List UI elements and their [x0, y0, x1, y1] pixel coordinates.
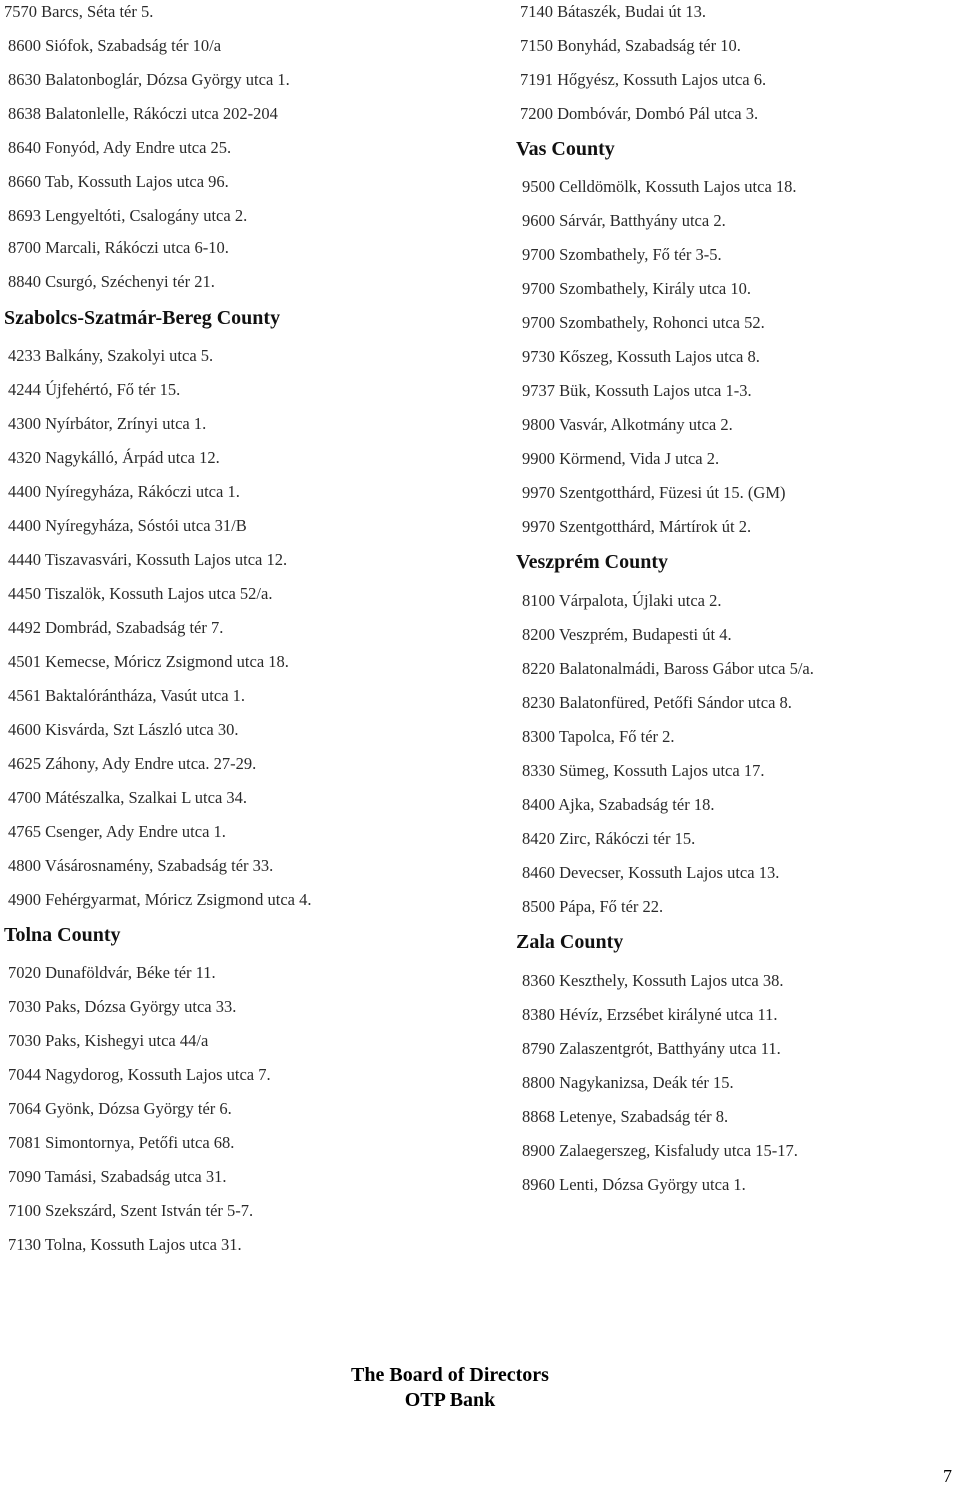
county-heading-veszprem: Veszprém County: [516, 551, 669, 573]
signature-line-bank: OTP Bank: [404, 1389, 496, 1411]
address-entry: 4440 Tiszavasvári, Kossuth Lajos utca 12.: [8, 550, 288, 569]
address-entry: 4625 Záhony, Ady Endre utca. 27-29.: [8, 754, 257, 773]
address-entry: 8420 Zirc, Rákóczi tér 15.: [522, 829, 696, 848]
address-entry: 4765 Csenger, Ady Endre utca 1.: [8, 822, 226, 841]
address-entry: 8500 Pápa, Fő tér 22.: [522, 897, 664, 916]
address-entry: 8330 Sümeg, Kossuth Lajos utca 17.: [522, 761, 765, 780]
address-entry: 7200 Dombóvár, Dombó Pál utca 3.: [520, 104, 759, 123]
address-entry: 8600 Siófok, Szabadság tér 10/a: [8, 36, 222, 55]
signature-line-board: The Board of Directors: [351, 1364, 549, 1386]
address-entry: 7100 Szekszárd, Szent István tér 5-7.: [8, 1201, 254, 1220]
address-entry: 7030 Paks, Dózsa György utca 33.: [8, 997, 237, 1016]
address-entry: 7570 Barcs, Séta tér 5.: [4, 2, 154, 21]
address-entry: 7191 Hőgyész, Kossuth Lajos utca 6.: [520, 70, 767, 89]
address-entry: 4244 Újfehértó, Fő tér 15.: [8, 380, 181, 399]
address-entry: 4700 Mátészalka, Szalkai L utca 34.: [8, 788, 248, 807]
address-entry: 9970 Szentgotthárd, Mártírok út 2.: [522, 517, 752, 536]
address-entry: 9600 Sárvár, Batthyány utca 2.: [522, 211, 726, 230]
address-entry: 7081 Simontornya, Petőfi utca 68.: [8, 1133, 235, 1152]
address-entry: 4450 Tiszalök, Kossuth Lajos utca 52/a.: [8, 584, 273, 603]
address-entry: 8700 Marcali, Rákóczi utca 6-10.: [8, 238, 229, 257]
address-entry: 9700 Szombathely, Király utca 10.: [522, 279, 751, 298]
address-entry: 8800 Nagykanizsa, Deák tér 15.: [522, 1073, 734, 1092]
address-entry: 4300 Nyírbátor, Zrínyi utca 1.: [8, 414, 207, 433]
address-entry: 7044 Nagydorog, Kossuth Lajos utca 7.: [8, 1065, 271, 1084]
address-entry: 8638 Balatonlelle, Rákóczi utca 202-204: [8, 104, 278, 123]
address-entry: 7130 Tolna, Kossuth Lajos utca 31.: [8, 1235, 242, 1254]
address-entry: 8200 Veszprém, Budapesti út 4.: [522, 625, 732, 644]
address-entry: 4501 Kemecse, Móricz Zsigmond utca 18.: [8, 652, 289, 671]
address-entry: 9737 Bük, Kossuth Lajos utca 1-3.: [522, 381, 752, 400]
address-entry: 9500 Celldömölk, Kossuth Lajos utca 18.: [522, 177, 797, 196]
address-entry: 8840 Csurgó, Széchenyi tér 21.: [8, 272, 215, 291]
page-number: 7: [943, 1466, 952, 1486]
address-entry: 9730 Kőszeg, Kossuth Lajos utca 8.: [522, 347, 760, 366]
address-entry: 4320 Nagykálló, Árpád utca 12.: [8, 448, 220, 467]
address-entry: 4900 Fehérgyarmat, Móricz Zsigmond utca 4.: [8, 890, 312, 909]
address-entry: 7140 Bátaszék, Budai út 13.: [520, 2, 707, 21]
address-entry: 7030 Paks, Kishegyi utca 44/a: [8, 1031, 209, 1050]
address-entry: 4400 Nyíregyháza, Sóstói utca 31/B: [8, 516, 247, 535]
address-entry: 4600 Kisvárda, Szt László utca 30.: [8, 720, 239, 739]
county-heading-tolna: Tolna County: [4, 924, 121, 946]
address-entry: 8960 Lenti, Dózsa György utca 1.: [522, 1175, 746, 1194]
address-entry: 8100 Várpalota, Újlaki utca 2.: [522, 591, 722, 610]
address-entry: 8230 Balatonfüred, Petőfi Sándor utca 8.: [522, 693, 792, 712]
address-entry: 7090 Tamási, Szabadság utca 31.: [8, 1167, 227, 1186]
address-entry: 8640 Fonyód, Ady Endre utca 25.: [8, 138, 232, 157]
address-entry: 4800 Vásárosnamény, Szabadság tér 33.: [8, 856, 274, 875]
address-entry: 8868 Letenye, Szabadság tér 8.: [522, 1107, 729, 1126]
address-entry: 4492 Dombrád, Szabadság tér 7.: [8, 618, 224, 637]
address-entry: 8380 Hévíz, Erzsébet királyné utca 11.: [522, 1005, 778, 1024]
address-entry: 9970 Szentgotthárd, Füzesi út 15. (GM): [522, 483, 786, 502]
county-heading-szabolcs: Szabolcs-Szatmár-Bereg County: [4, 307, 281, 329]
county-heading-vas: Vas County: [516, 138, 615, 160]
address-entry: 8900 Zalaegerszeg, Kisfaludy utca 15-17.: [522, 1141, 798, 1160]
address-entry: 4400 Nyíregyháza, Rákóczi utca 1.: [8, 482, 240, 501]
address-entry: 4561 Baktalórántháza, Vasút utca 1.: [8, 686, 246, 705]
address-entry: 9700 Szombathely, Rohonci utca 52.: [522, 313, 765, 332]
address-entry: 8693 Lengyeltóti, Csalogány utca 2.: [8, 206, 248, 225]
county-heading-zala: Zala County: [516, 931, 624, 953]
address-entry: 7150 Bonyhád, Szabadság tér 10.: [520, 36, 741, 55]
address-entry: 9900 Körmend, Vida J utca 2.: [522, 449, 720, 468]
address-entry: 9700 Szombathely, Fő tér 3-5.: [522, 245, 722, 264]
address-entry: 8460 Devecser, Kossuth Lajos utca 13.: [522, 863, 780, 882]
address-entry: 8630 Balatonboglár, Dózsa György utca 1.: [8, 70, 290, 89]
address-entry: 8400 Ajka, Szabadság tér 18.: [522, 795, 715, 814]
address-entry: 8300 Tapolca, Fő tér 2.: [522, 727, 675, 746]
address-entry: 9800 Vasvár, Alkotmány utca 2.: [522, 415, 733, 434]
address-entry: 8360 Keszthely, Kossuth Lajos utca 38.: [522, 971, 784, 990]
address-entry: 4233 Balkány, Szakolyi utca 5.: [8, 346, 214, 365]
address-entry: 8660 Tab, Kossuth Lajos utca 96.: [8, 172, 229, 191]
address-entry: 8790 Zalaszentgrót, Batthyány utca 11.: [522, 1039, 781, 1058]
address-entry: 7064 Gyönk, Dózsa György tér 6.: [8, 1099, 232, 1118]
address-entry: 8220 Balatonalmádi, Baross Gábor utca 5/a.: [522, 659, 814, 678]
address-entry: 7020 Dunaföldvár, Béke tér 11.: [8, 963, 216, 982]
